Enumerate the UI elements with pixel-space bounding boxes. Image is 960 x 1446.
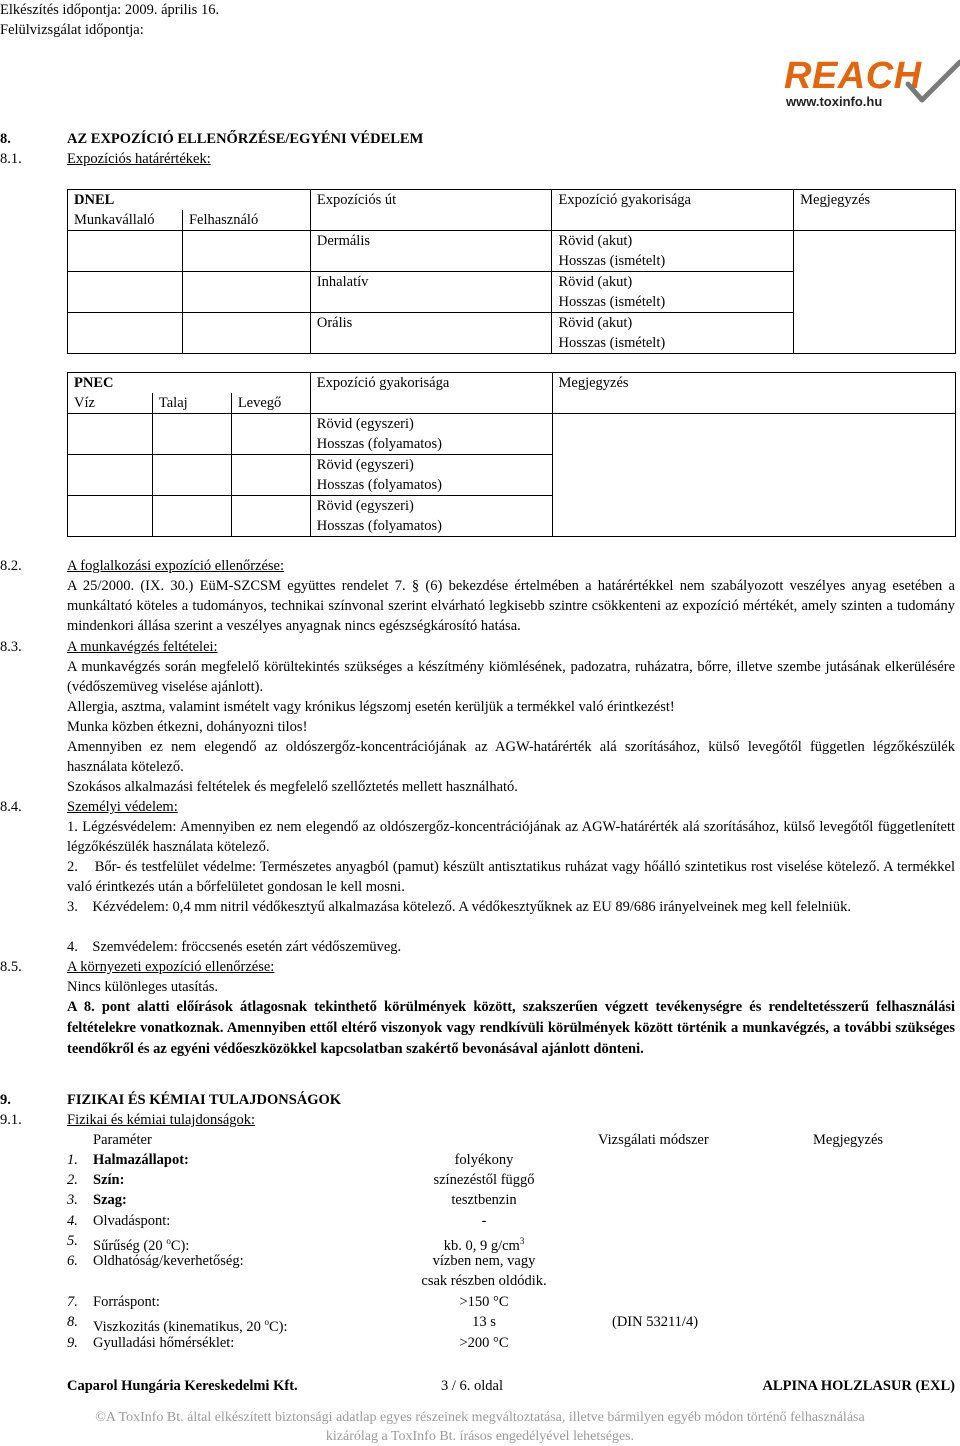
pnec-note-header: Megjegyzés [552,373,955,414]
section-9-number: 9. [0,1092,11,1108]
pnec-table [67,372,956,537]
section-84-p1: 1. Légzésvédelem: Amennyiben ez nem elegendő az oldószergőz-koncentrációjának az AGW-határérték alá szorításához, külső levegőtől függetlenített légzőkészülék használata kötelező. [67,819,955,855]
pnec-freq: Rövid (egyszeri) Hosszas (folyamatos) [310,414,552,455]
reach-logo [784,55,954,109]
section-82-number: 8.2. [0,558,22,574]
dnel-route: Orális [310,313,552,354]
pnec-water-header: Víz [68,393,153,414]
dnel-title: DNEL [68,190,311,211]
document-header [0,0,219,40]
dnel-freq: Rövid (akut) Hosszas (ismételt) [552,231,794,272]
section-91-number: 9.1. [0,1112,22,1128]
table-row [68,414,956,455]
section-83-p2: Allergia, asztma, valamint ismételt vagy krónikus légszomj esetén kerüljük a termékkel való érintkezést! [67,699,675,715]
section-85-title: A környezeti expozíció ellenőrzése: [67,959,275,975]
pnec-freq: Rövid (egyszeri) Hosszas (folyamatos) [310,455,552,496]
dnel-note-header: Megjegyzés [794,190,956,231]
pnec-title: PNEC [68,373,311,394]
section-84-number: 8.4. [0,799,22,815]
list-item: 9. Gyulladási hőmérséklet: >200 °C [67,1335,509,1351]
dnel-route-header: Expozíciós út [310,190,552,231]
properties-header [0,1130,960,1150]
section-84-p2: 2. Bőr- és testfelület védelme: Természetes anyagból (pamut) készült antisztatikus ruházat vagy hőálló szintetikus rost viselése kötelező. A termékkel való érintkezés után a bőrfelületet gondosan le kell mosni. [67,859,959,895]
table-row [68,231,956,272]
list-item: 3. Szag: tesztbenzin [67,1192,517,1208]
section-81-number: 8.1. [0,151,22,167]
section-83-number: 8.3. [0,639,22,655]
dnel-table [67,189,956,354]
section-82-text: A 25/2000. (IX. 30.) EüM-SZCSM együttes rendelet 7. § (6) bekezdése értelmében a határértékkel nem szabályozott veszélyes anyag esetében a munkáltató köteles a tudományos, technikai színvonal szerint elvárható legkisebb szintre csökkenteni az expozíció mértékét, amely szinten a tudomány mindenkori állása szerint a veszélyes anyagnak nincs egészségkárosító hatása. [67,578,955,634]
dnel-freq: Rövid (akut) Hosszas (ismételt) [552,313,794,354]
section-85-p1: Nincs különleges utasítás. [67,979,219,995]
revision-date: Felülvizsgálat időpontja: [0,22,144,38]
section-91-title: Fizikai és kémiai tulajdonságok: [67,1112,256,1128]
list-item: 8. Viszkozitás (kinematikus, 20 $^o$C): 13 s (DIN 53211/4) [67,1314,699,1335]
section-9-title: FIZIKAI ÉS KÉMIAI TULAJDONSÁGOK [67,1092,342,1108]
section-83-title: A munkavégzés feltételei: [67,639,218,655]
list-item: 4. Olvadáspont: - [67,1213,487,1229]
section-85-number: 8.5. [0,959,22,975]
method-header: Vizsgálati módszer [598,1132,709,1148]
section-85-p2: A 8. pont alatti előírások átlagosnak tekinthető körülmények között, szakszerűen végzett tevékenységre és rendeltetésszerű felhasználási feltételekre vonatkoznak. Amennyiben ettől eltérő viszonyok vagy rendkívüli körülmények között történik a munkavégzés, a további szükséges teendőkről és az egyéni védőeszközökkel kapcsolatban szakértő bevonásával ajánlott dönteni. [67,999,955,1057]
section-81-title: Expozíciós határértékek: [67,151,211,167]
list-item: 6. Oldhatóság/keverhetőség: vízben nem, vagy csak részben oldódik. [67,1253,547,1289]
dnel-route: Dermális [310,231,552,272]
section-83-p4: Amennyiben ez nem elegendő az oldószergőz-koncentrációjának az AGW-határérték alá szorításához, külső levegőtől független légzőkészülék használata kötelező. [67,739,955,775]
pnec-air-header: Levegő [231,393,310,414]
dnel-freq-header: Expozíció gyakorisága [552,190,794,231]
pnec-soil-header: Talaj [152,393,231,414]
pnec-freq: Rövid (egyszeri) Hosszas (folyamatos) [310,496,552,537]
section-8-number: 8. [0,131,11,147]
section-8-title: AZ EXPOZÍCIÓ ELLENŐRZÉSE/EGYÉNI VÉDELEM [67,131,424,147]
footer-product: ALPINA HOLZLASUR (EXL) [762,1378,955,1394]
logo-text: REACH [784,55,922,97]
section-83-p1: A munkavégzés során megfelelő körültekintés szükséges a készítmény kiömlésének, padozatra, ruházatra, bőrre, illetve szembe jutásának elkerülésére (védőszemüveg viselése ajánlott). [67,659,955,695]
section-83-p5: Szokásos alkalmazási feltételek és megfelelő szellőztetés mellett használható. [67,779,518,795]
dnel-user-header: Felhasználó [182,210,310,231]
list-item: 2. Szín: színezéstől függő [67,1172,535,1188]
section-84-p3: 3. Kézvédelem: 0,4 mm nitril védőkesztyű alkalmazása kötelező. A védőkesztyűknek az EU 89/686 irányelveinek meg kell felelniük. [67,899,851,915]
copyright-notice: ©A ToxInfo Bt. által elkészített biztonsági adatlap egyes részeinek megváltoztatása, illetve bármilyen egyéb módon történő felhasználása kizárólag a ToxInfo Bt. írásos engedélyével lehetséges. [95,1410,865,1444]
dnel-worker-header: Munkavállaló [68,210,183,231]
dnel-freq: Rövid (akut) Hosszas (ismételt) [552,272,794,313]
list-item: 5. Sűrűség (20 $^o$C): kb. 0, 9 $g/cm^3$ [67,1233,525,1254]
section-83-p3: Munka közben étkezni, dohányozni tilos! [67,719,308,735]
list-item: 7. Forráspont: >150 °C [67,1294,509,1310]
section-82-title: A foglalkozási expozíció ellenőrzése: [67,558,285,574]
note-header: Megjegyzés [813,1132,884,1148]
pnec-freq-header: Expozíció gyakorisága [310,373,552,414]
section-84-title: Személyi védelem: [67,799,178,815]
param-header: Paraméter [93,1132,152,1148]
footer-company: Caparol Hungária Kereskedelmi Kft. [67,1378,298,1394]
creation-date: Elkészítés időpontja: 2009. április 16. [0,2,220,18]
list-item: 1. Halmazállapot: folyékony [67,1152,514,1168]
section-84-p4: 4. Szemvédelem: fröccsenés esetén zárt védőszemüveg. [67,939,402,955]
footer-page: 3 / 6. oldal [441,1378,504,1394]
checkmark-icon [904,58,960,108]
dnel-route: Inhalatív [310,272,552,313]
logo-url: www.toxinfo.hu [786,94,883,109]
